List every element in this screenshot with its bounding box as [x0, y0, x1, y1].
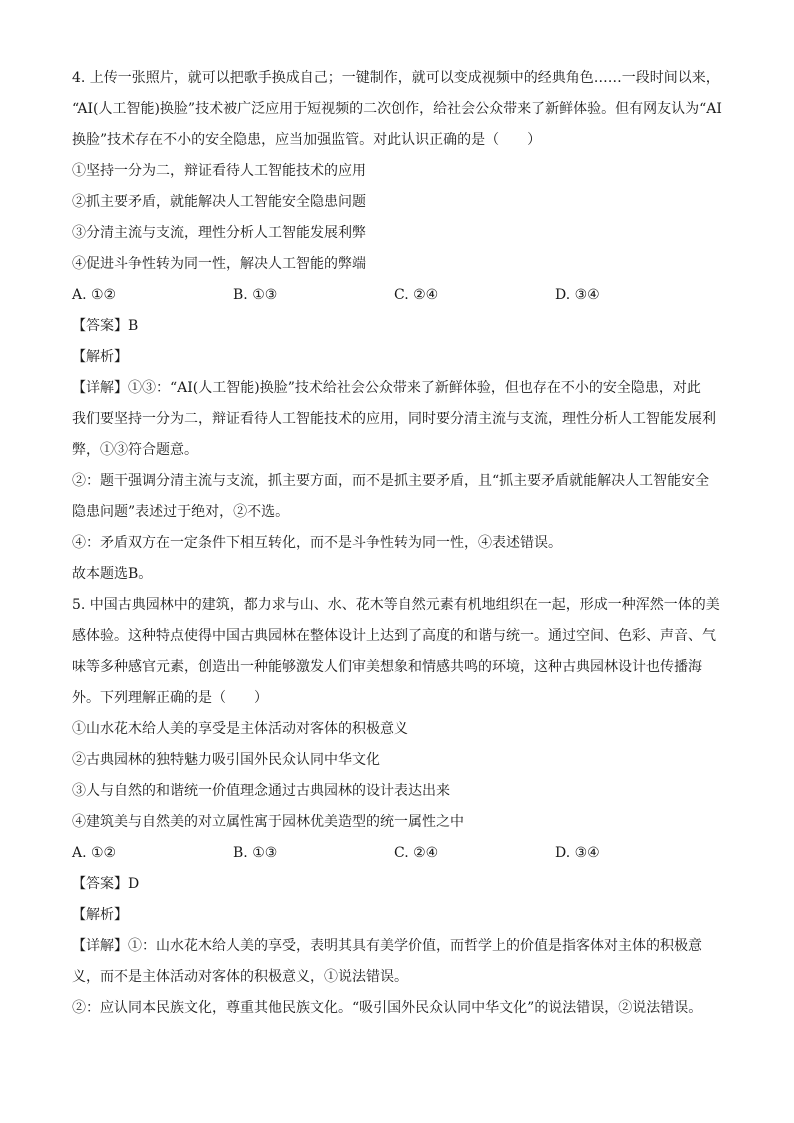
question-4 — [72, 63, 722, 590]
q5-analysis-line: 【详解】①：山水花木给人美的享受，表明其具有美学价值，而哲学上的价值是指客体对主体的积极意 — [72, 938, 702, 954]
q4-analysis-line: ④：矛盾双方在一定条件下相互转化，而不是斗争性转为同一性，④表述错误。 — [72, 535, 562, 551]
q5-analysis-line: 义，而不是主体活动对客体的积极意义，①说法错误。 — [72, 969, 408, 985]
q4-stem-line: 4. 上传一张照片，就可以把歌手换成自己；一键制作，就可以变成视频中的经典角色……一段时间以来， — [72, 70, 720, 86]
q4-analysis-line: 隐患问题”表述过于绝对，②不选。 — [72, 504, 290, 520]
q4-option-c: C. ②④ — [394, 287, 439, 303]
q4-analysis-line: 弊，①③符合题意。 — [72, 442, 198, 458]
question-5 — [72, 590, 722, 1024]
q4-option-b: B. ①③ — [233, 287, 278, 303]
q4-item-4: ④促进斗争性转为同一性，解决人工智能的弊端 — [72, 256, 366, 272]
q5-stem-line: 感体验。这种特点使得中国古典园林在整体设计上达到了高度的和谐与统一。通过空间、色彩、声音、气 — [72, 628, 716, 644]
q4-analysis-line: 【详解】①③：“AI(人工智能)换脸”技术给社会公众带来了新鲜体验，但也存在不小的安全隐患，对此 — [72, 380, 701, 396]
q5-analysis-line: ②：应认同本民族文化，尊重其他民族文化。“吸引国外民众认同中华文化”的说法错误，②说法错误。 — [72, 1000, 703, 1016]
q4-stem-line: “AI(人工智能)换脸”技术被广泛应用于短视频的二次创作，给社会公众带来了新鲜体验。但有网友认为“AI — [72, 101, 722, 117]
q5-stem-line: 外。下列理解正确的是（ ） — [72, 690, 268, 706]
q5-item-2: ②古典园林的独特魅力吸引国外民众认同中华文化 — [72, 752, 380, 768]
q5-option-d: D. ③④ — [555, 845, 600, 861]
q5-item-3: ③人与自然的和谐统一价值理念通过古典园林的设计表达出来 — [72, 783, 450, 799]
q4-analysis-line: 我们要坚持一分为二，辩证看待人工智能技术的应用，同时要分清主流与支流，理性分析人工智能发展利 — [72, 411, 716, 427]
q5-answer: 【答案】D — [72, 876, 140, 892]
q4-option-d: D. ③④ — [555, 287, 600, 303]
q5-option-c: C. ②④ — [394, 845, 439, 861]
q5-option-b: B. ①③ — [233, 845, 278, 861]
q4-item-1: ①坚持一分为二，辩证看待人工智能技术的应用 — [72, 163, 366, 179]
q4-options — [72, 280, 722, 311]
q4-item-3: ③分清主流与支流，理性分析人工智能发展利弊 — [72, 225, 366, 241]
q4-answer: 【答案】B — [72, 318, 139, 334]
q4-analysis-line: ②：题干强调分清主流与支流，抓主要方面，而不是抓主要矛盾，且“抓主要矛盾就能解决人工智能安全 — [72, 473, 710, 489]
q4-analysis-line: 故本题选B。 — [72, 566, 153, 582]
q5-item-1: ①山水花木给人美的享受是主体活动对客体的积极意义 — [72, 721, 408, 737]
q4-item-2: ②抓主要矛盾，就能解决人工智能安全隐患问题 — [72, 194, 366, 210]
q5-stem-line: 味等多种感官元素，创造出一种能够激发人们审美想象和情感共鸣的环境，这种古典园林设计也传播海 — [72, 659, 702, 675]
q5-stem-line: 5. 中国古典园林中的建筑，都力求与山、水、花木等自然元素有机地组织在一起，形成一种浑然一体的美 — [72, 597, 720, 613]
q5-options — [72, 838, 722, 869]
q5-item-4: ④建筑美与自然美的对立属性寓于园林优美造型的统一属性之中 — [72, 814, 464, 830]
q5-analysis-title: 【解析】 — [72, 907, 128, 923]
q5-option-a: A. ①② — [72, 845, 117, 861]
q4-analysis-title: 【解析】 — [72, 349, 128, 365]
q4-option-a: A. ①② — [72, 287, 117, 303]
q4-stem-line: 换脸”技术存在不小的安全隐患，应当加强监管。对此认识正确的是（ ） — [72, 132, 542, 148]
